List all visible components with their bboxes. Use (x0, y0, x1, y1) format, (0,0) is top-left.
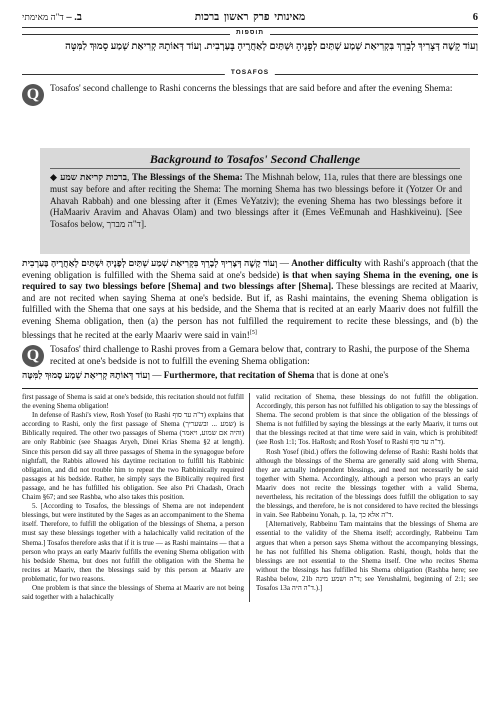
tosafos-english-divider (22, 69, 478, 79)
furthermore-paragraph (22, 370, 478, 382)
column-separator (249, 393, 250, 602)
furthermore-bold: Furthermore, that recitation of Shema (163, 370, 315, 380)
difficulty-hebrew: וְעוֹד קָשֶׁה דְּצָרִיךְ לְבָרֵךְ בִּקְרִיאַת שְׁמַע שְׁתַּיִם לְפָנֶיהָ וּשְׁתַּיִם לְאַחֲרֶיהָ בָּעַרְבִית (22, 258, 278, 268)
footnote-paragraph: 5. [According to Tosafos, the blessings of Shema are not independent blessings, but were instituted by the Sages as an accompaniment to the Shema itself. Therefore, to fulfill the obligation of the blessings of Shema, a person must say these blessings together with a halachically valid recitation of the Shema.] Tosafos therefore asks that if it is true — as Rashi maintains — that a person who prays an early Maariv fulfills the evening Shema obligation with his bedside Shema, but does not fulfill the obligation with the Shema he recites at Maariv, then the blessings said by this person at Maariv are problematic, for two reasons. (22, 502, 244, 583)
tosafos-english-label: TOSAFOS (225, 69, 275, 76)
header-dibbur: ד"ה מאימתי (22, 12, 64, 22)
box-lead-hebrew: ברכות קריאת שמע (60, 172, 128, 182)
question-badge-2: Q (22, 345, 44, 367)
difficulty-bold-2: is that when saying Shema in the evening, one is required to say two blessings before [Shema] and two blessings after [Shema]. (22, 269, 478, 292)
footnotes-left-column (22, 393, 244, 602)
box-body: ◆ ברכות קריאת שמע, The Blessings of the Shema: The Mishnah below, 11a, rules that there are blessings one must say before and after reciting the Shema: The morning Shema has two blessings before it (Yotzer Or and Ahavah Rabbah) and one blessing after it (Emes VeYatziv); the evening Shema has two blessings before it (HaMaariv Aravim and Ahavas Olam) and two blessings after it (Emes VeEmunah and Hashkiveinu). [See Tosafos below, ד"ה מברך]. (50, 172, 463, 230)
question-badge: Q (22, 84, 44, 106)
footnote-paragraph: In defense of Rashi's view, Rosh Yosef (to Rashi ד"ה עד סוף) explains that according to Rashi, only the first passage of Shema (שמע ... ובשעריך) is Biblically required. The other two passages of Shema (והיה אם שמוע, ויאמר) are only Rabbinic (see Shaagas Aryeh, Dinei Krias Shema §2 at length). Since this person did say all three passages of Shema in the synagogue before nightfall, the Rabbis allowed his daytime recitation to fulfill his Rabbinic obligation, and did not trouble him to repeat the two Rabbinically required passages at his bedside. Rather, he simply says the Biblically required first passage, and he has fulfilled his obligation. See also Pri Chadash, Orach Chaim §67; and see Rashba, who also takes this position. (22, 411, 245, 502)
footnote-rule (22, 388, 478, 389)
footnote-paragraph: valid recitation of Shema, these blessings do not fulfill the obligation. Accordingly, this person has not fulfilled his obligation to say the blessings of Shema. The second problem is that since the obligation of the blessings of Shema is not fulfilled by saying the blessings at the early Maariv, it turns out that the blessings recited at that time were said in vain, which is prohibited! (see Rosh 1:1; Tos. HaRosh; and Rosh Yosef to Rashi ד"ה עד סוף). (256, 393, 478, 447)
difficulty-text: with Rashi's approach (that the evening obligation is fulfilled with the Shema said at one's bedside) (22, 258, 478, 280)
background-box (40, 148, 470, 254)
tosafos-hebrew-text: וְעוֹד קָשֶׁה דְּצָרִיךְ לְבָרֵךְ בִּקְרִיאַת שְׁמַע שְׁתַּיִם לְפָנֶיהָ וּשְׁתַּיִם לְאַחֲרֶיהָ בָּעַרְבִית. וְעוֹד דְּאוֹתָהּ קְרִיאַת שְׁמַע סָמוּךְ לַמִּטָּה (65, 41, 478, 52)
footnote-ref[interactable]: [5] (249, 329, 257, 336)
difficulty-paragraph (22, 258, 478, 341)
question-text-2: Tosafos' third challenge to Rashi proves from a Gemara below that, contrary to Rashi, the purpose of the Shema recited at one's bedside is not to fulfill the evening Shema obligation: (50, 345, 470, 367)
footnotes-right-column (256, 393, 478, 593)
tosafos-hebrew-divider (22, 29, 478, 39)
dash-2: — (149, 370, 164, 380)
header-daf (22, 12, 82, 23)
header-title: מאינותי פרק ראשון ברכות (194, 12, 306, 23)
footnote-paragraph: [Alternatively, Rabbeinu Tam maintains that the blessings of Shema are essential to the validity of the Shema itself; accordingly, Rabbeinu Tam argues that when a person says Shema without the accompanying blessings, he has not fulfilled his Shema obligation. Rashi, though, holds that the blessings are not essential to the Shema itself. One who recites Shema without the blessings has fulfilled his Shema obligation (Rashba here; see Rashba below, 21b ד"ה ושמע מינה; see Yerushalmi, beginning of 2:1; see Tosafos 13a ד"ה היה.).] (256, 520, 478, 592)
footnote-paragraph: Rosh Yosef (ibid.) offers the following defense of Rashi: Rashi holds that although the blessings of the Shema are generally said along with Shema, they are actually independent blessings, and need not necessarily be said together with Shema. Accordingly, although a person who prays an early Maariv does not recite the blessings together with a valid Shema, nevertheless, his recitation of the blessings does fulfill the obligation to say the blessings, and therefore, he is not considered to have recited the blessings in vain. See Rabbeinu Yonah, p. 1a, ד"ה אלא כך. (256, 447, 478, 520)
box-body-text: The Mishnah below, 11a, rules that there are blessings one must say before and after reciting the Shema: The morning Shema has two blessings before it (Yotzer Or and Ahavah Rabbah) and one blessing after it (Emes VeYatziv); the evening Shema has two blessings before it (HaMaariv Aravim and Ahavas Olam) and two blessings after it (Emes VeEmunah and Hashkiveinu). [See Tosafos below, (50, 172, 463, 230)
dash: — (277, 258, 292, 268)
box-lead-english: The Blessings of the Shema: (132, 172, 243, 182)
question-text: Tosafos' second challenge to Rashi concerns the blessings that are said before and after the evening Shema: (50, 84, 453, 94)
header-rule (22, 27, 478, 28)
furthermore-hebrew: וְעוֹד דְּאוֹתָהּ קְרִיאַת שְׁמַע סָמוּךְ לַמִּטָּה (22, 370, 150, 380)
box-title-rule (50, 168, 460, 169)
difficulty-text-2: These blessings are recited at Maariv, and are not recited when saying Shema at one's bedside. But if, as Rashi maintains, the evening Shema obligation is fulfilled with the Shema that one says at his bedside, and the Shema that is recited at an early Maariv does not fulfill the evening Shema obligation, then (a) the person has not fulfilled the requirement to recite these blessings, and (b) the blessings that he recited at the early Maariv were said in vain! (22, 281, 478, 340)
box-title: Background to Tosafos' Second Challenge (149, 152, 361, 166)
footnote-paragraph: One problem is that since the blessings of Shema at Maariv are not being said together with a halachically (22, 583, 244, 602)
footnote-paragraph: first passage of Shema is said at one's bedside, this recitation should not fulfill the evening Shema obligation! (22, 393, 244, 411)
running-header (22, 12, 478, 26)
tosafos-hebrew-label: תוספות (230, 29, 270, 36)
furthermore-text: that is done at one's (314, 370, 389, 380)
difficulty-bold: Another difficulty (291, 258, 362, 268)
page-number: 6 (472, 12, 478, 23)
box-end-hebrew: ד"ה מברך]. (106, 219, 147, 230)
bullet-icon: ◆ (50, 172, 58, 182)
header-daf-number: ב. – (66, 12, 82, 23)
